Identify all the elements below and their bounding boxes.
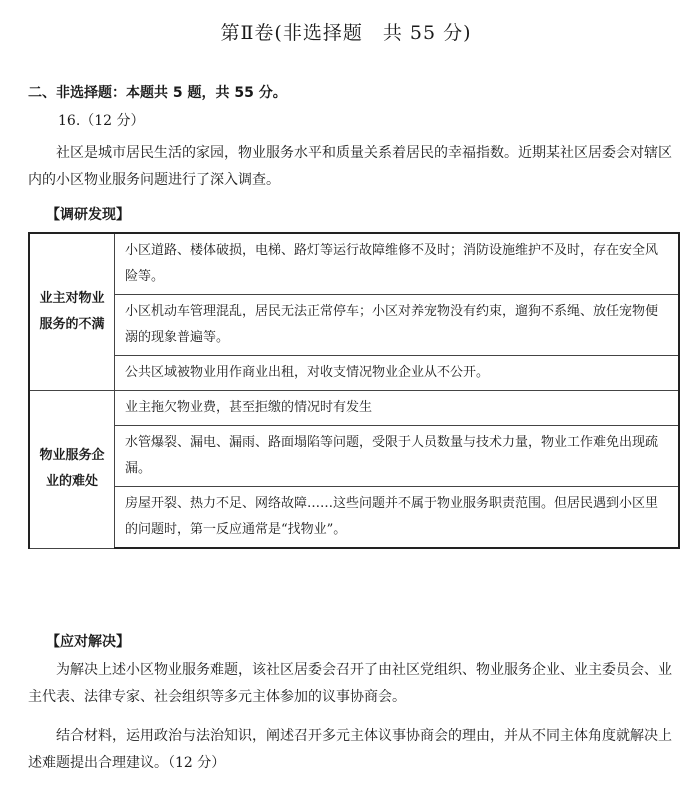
finding-item: 小区道路、楼体破损，电梯、路灯等运行故障维修不及时；消防设施维护不及时，存在安全风险等。 — [115, 233, 680, 295]
question-number: 16.（12 分） — [58, 113, 145, 129]
response-paragraph: 为解决上述小区物业服务难题，该社区居委会召开了由社区党组织、物业服务企业、业主委员会、业主代表、法律专家、社会组织等多元主体参加的议事协商会。 — [28, 662, 672, 705]
table-row — [29, 356, 679, 391]
finding-item: 小区机动车管理混乱，居民无法正常停车；小区对养宠物没有约束，遛狗不系绳、放任宠物便溺的现象普遍等。 — [115, 295, 680, 356]
category-cell: 业主对物业服务的不满 — [29, 233, 115, 391]
section-heading: 二、非选择题：本题共 5 题，共 55 分。 — [28, 85, 287, 101]
finding-item: 水管爆裂、漏电、漏雨、路面塌陷等问题，受限于人员数量与技术力量，物业工作难免出现疏漏。 — [115, 426, 680, 487]
finding-item: 房屋开裂、热力不足、网络故障……这些问题并不属于物业服务职责范围。但居民遇到小区里的问题时，第一反应通常是“找物业”。 — [115, 487, 680, 549]
table-row — [29, 295, 679, 356]
task-prompt: 结合材料，运用政治与法治知识，阐述召开多元主体议事协商会的理由，并从不同主体角度就解决上述难题提出合理建议。（12 分） — [28, 728, 672, 771]
category-cell: 物业服务企业的难处 — [29, 391, 115, 549]
table-row — [29, 391, 679, 426]
findings-table — [28, 232, 680, 549]
intro-paragraph: 社区是城市居民生活的家园，物业服务水平和质量关系着居民的幸福指数。近期某社区居委会对辖区内的小区物业服务问题进行了深入调查。 — [28, 145, 672, 188]
findings-heading: 【调研发现】 — [46, 207, 130, 223]
table-row — [29, 487, 679, 549]
table-row — [29, 426, 679, 487]
table-row — [29, 233, 679, 295]
finding-item: 业主拖欠物业费，甚至拒缴的情况时有发生 — [115, 391, 680, 426]
page-title: 第Ⅱ卷(非选择题 共 55 分) — [220, 22, 472, 44]
finding-item: 公共区域被物业用作商业出租，对收支情况物业企业从不公开。 — [115, 356, 680, 391]
response-heading: 【应对解决】 — [46, 634, 130, 650]
